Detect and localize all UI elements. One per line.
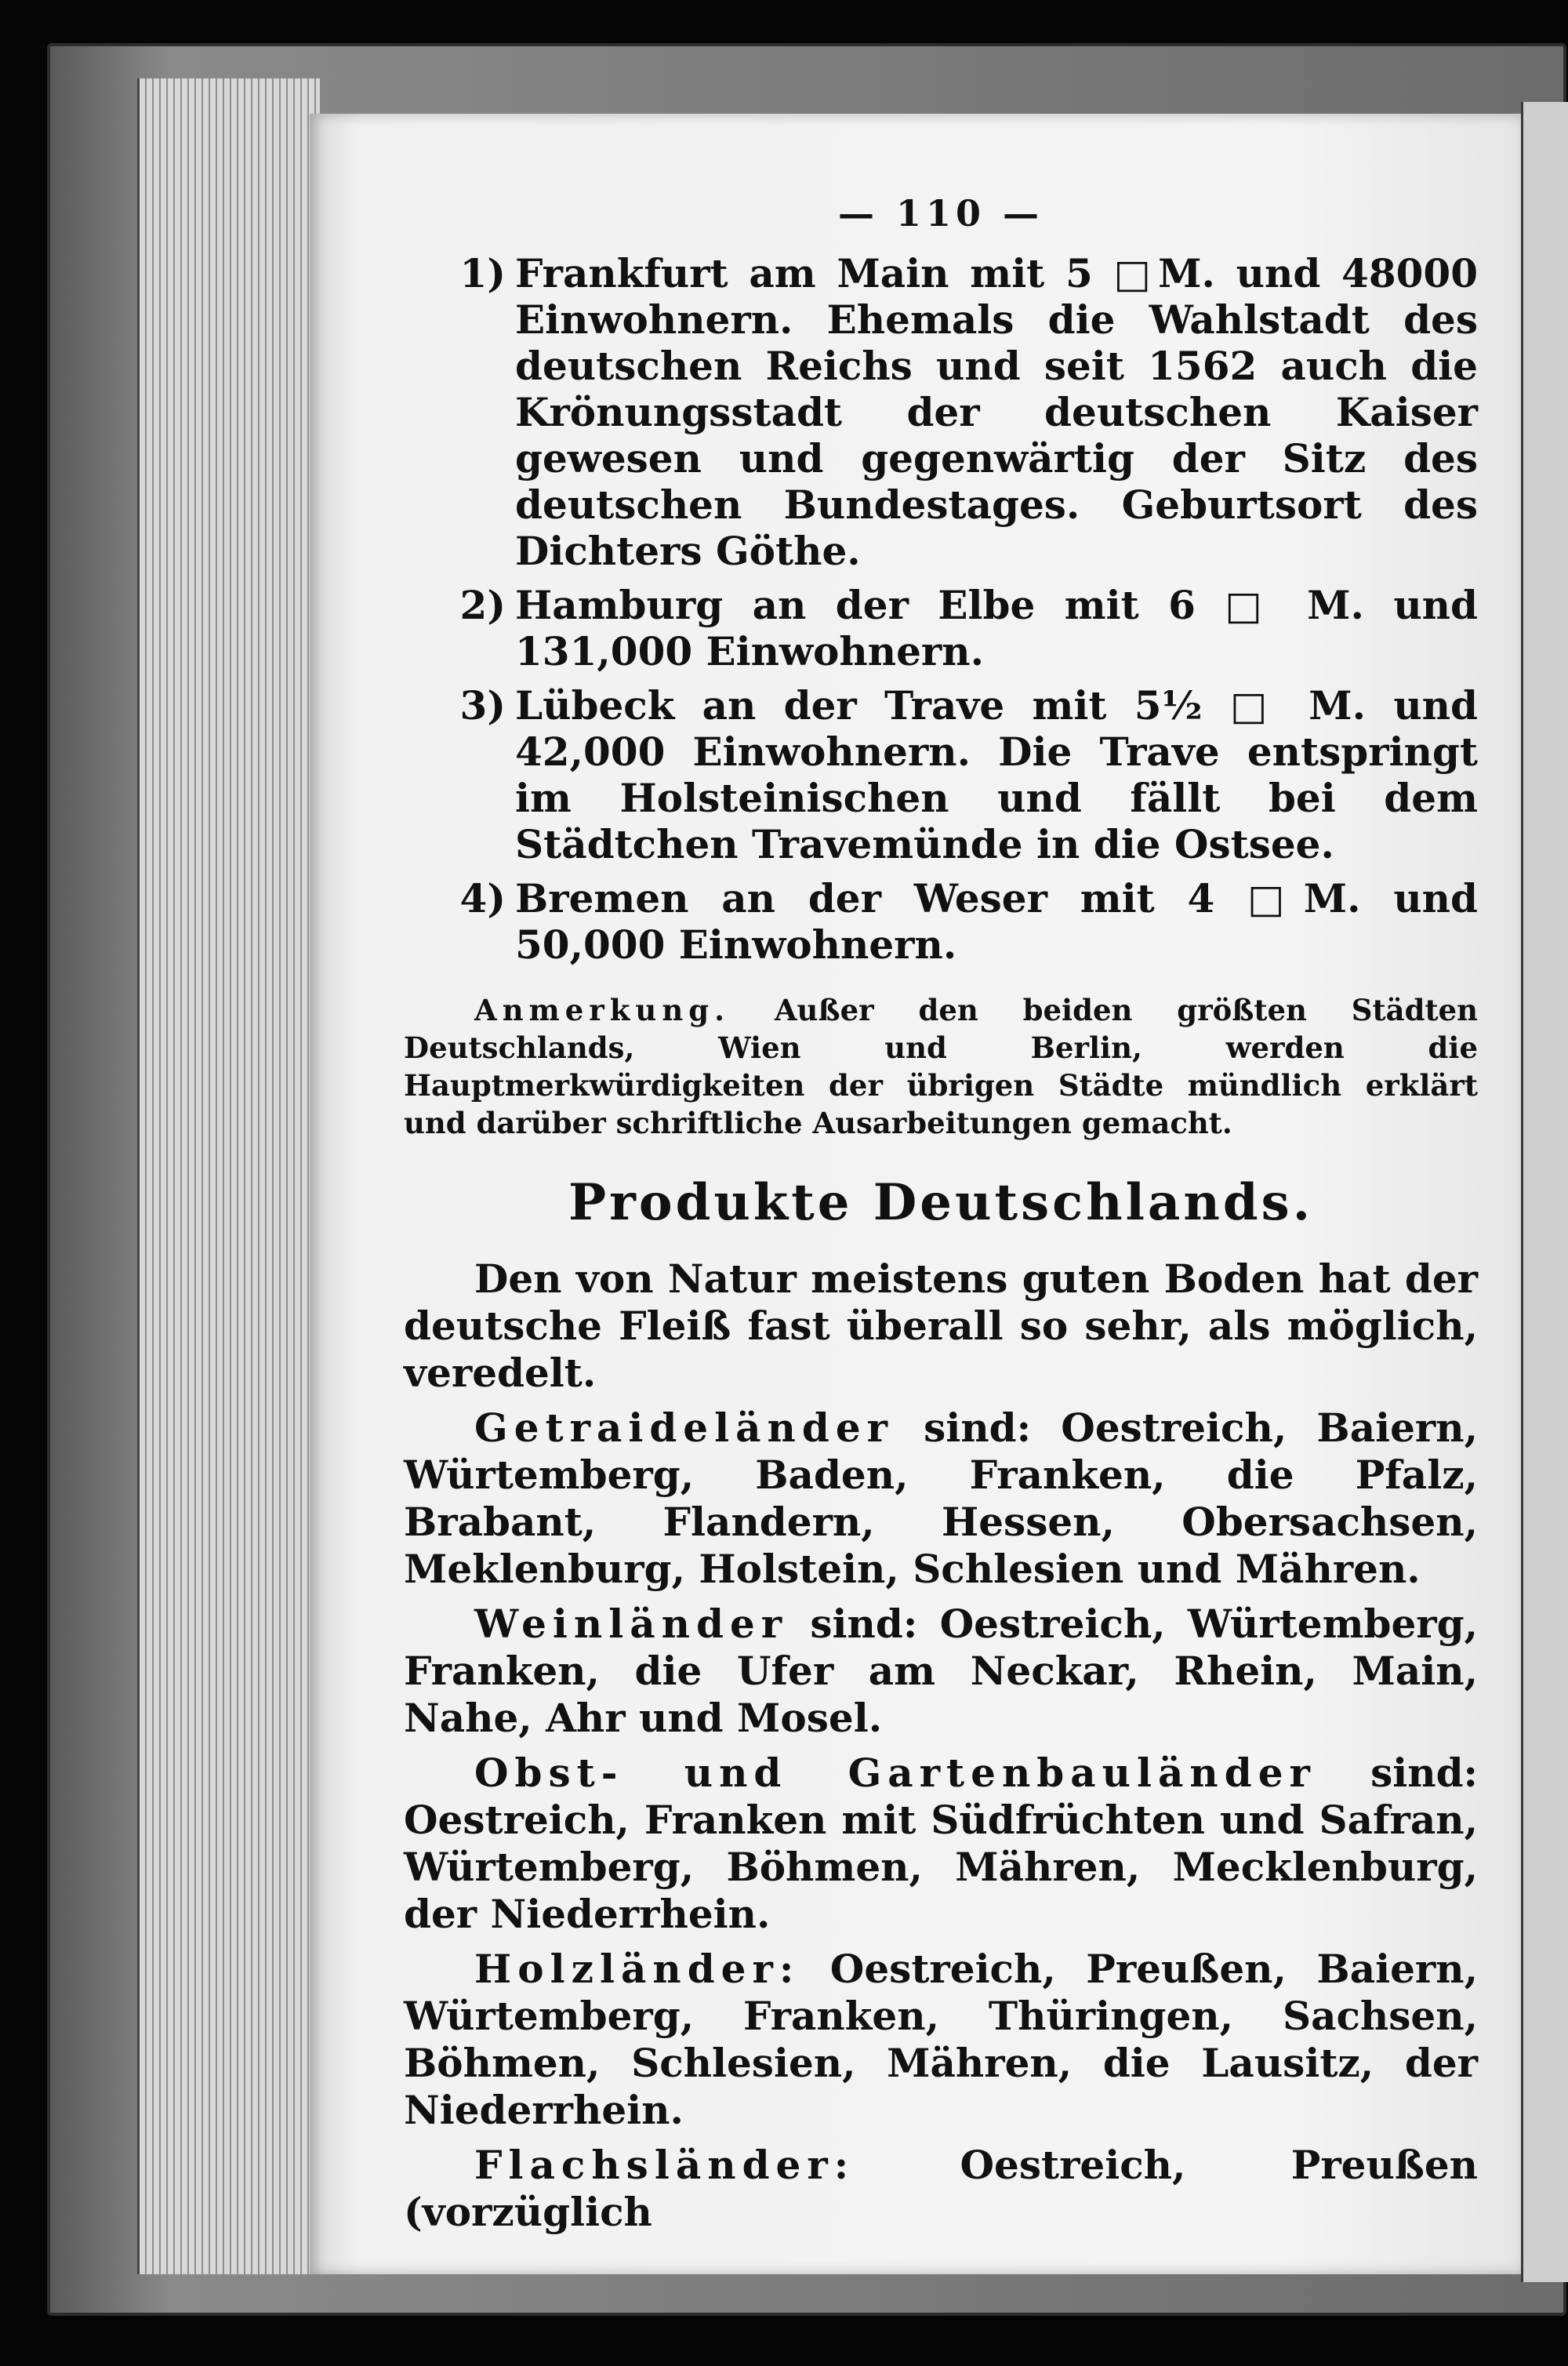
note	[404, 991, 1478, 1142]
book-page	[310, 114, 1521, 2274]
product-lead: Getraideländer	[474, 1405, 894, 1452]
product-paragraph	[404, 1405, 1478, 1593]
list-item	[404, 250, 1478, 574]
section-heading: Produkte Deutschlands.	[568, 1173, 1313, 1233]
list-number: 1)	[459, 250, 506, 296]
page-content	[404, 192, 1478, 2244]
list-text: Hamburg an der Elbe mit 6 □ M. und 131,000 Einwohnern.	[515, 582, 1478, 674]
product-text: sind: Oestreich, Baiern, Würtemberg, Baden, Franken, die Pfalz, Brabant, Flandern, Hessen, Obersachsen, Meklenburg, Holstein, Schlesien und Mähren.	[404, 1405, 1478, 1593]
next-page-edge	[1521, 102, 1568, 2282]
note-label: Anmerkung.	[474, 993, 730, 1027]
product-text: sind: Oestreich, Würtemberg, Franken, die Ufer am Neckar, Rhein, Main, Nahe, Ahr und Mosel.	[404, 1601, 1478, 1742]
product-paragraph	[404, 1750, 1478, 1938]
list-number: 2)	[459, 582, 506, 628]
list-text: Lübeck an der Trave mit 5½ □ M. und 42,000 Einwohnern. Die Trave entspringt im Holsteinischen und fällt bei dem Städtchen Travemünde in die Ostsee.	[515, 682, 1478, 867]
list-item	[404, 875, 1478, 968]
list-text: Bremen an der Weser mit 4 □M. und 50,000 Einwohnern.	[515, 875, 1478, 968]
product-text: Oestreich, Preußen (vorzüglich	[404, 2142, 1478, 2236]
list-item	[404, 682, 1478, 867]
product-lead: Flachsländer:	[474, 2142, 855, 2189]
product-text: sind: Oestreich, Franken mit Südfrüchten und Safran, Würtemberg, Böhmen, Mähren, Mecklenburg, der Niederrhein.	[404, 1750, 1478, 1938]
product-lead: Obst- und Gartenbauländer	[474, 1750, 1316, 1797]
product-paragraph	[404, 2142, 1478, 2236]
product-lead: Weinländer	[474, 1601, 789, 1648]
list-item	[404, 582, 1478, 674]
page-edges	[137, 78, 320, 2274]
product-lead: Holzländer:	[474, 1946, 800, 1993]
product-paragraph	[404, 1601, 1478, 1742]
product-paragraph	[404, 1946, 1478, 2134]
product-text: Oestreich, Preußen, Baiern, Würtemberg, Franken, Thüringen, Sachsen, Böhmen, Schlesien, Mähren, die Lausitz, der Niederrhein.	[404, 1946, 1478, 2134]
page-number: — 110 —	[837, 192, 1044, 234]
note-text: Außer den beiden größten Städten Deutschlands, Wien und Berlin, werden die Hauptmerkwürdigkeiten der übrigen Städte mündlich erklärt und darüber schriftliche Ausarbeitungen gemacht.	[404, 993, 1478, 1141]
intro-paragraph: Den von Natur meistens guten Boden hat der deutsche Fleiß fast überall so sehr, als möglich, veredelt.	[404, 1256, 1478, 1397]
list-number: 4)	[459, 875, 506, 921]
list-number: 3)	[459, 682, 506, 729]
list-text: Frankfurt am Main mit 5 □M. und 48000 Einwohnern. Ehemals die Wahlstadt des deutschen Reichs und seit 1562 auch die Krönungsstadt der deutschen Kaiser gewesen und gegenwärtig der Sitz des deutschen Bundestages. Geburtsort des Dichters Göthe.	[515, 250, 1478, 574]
